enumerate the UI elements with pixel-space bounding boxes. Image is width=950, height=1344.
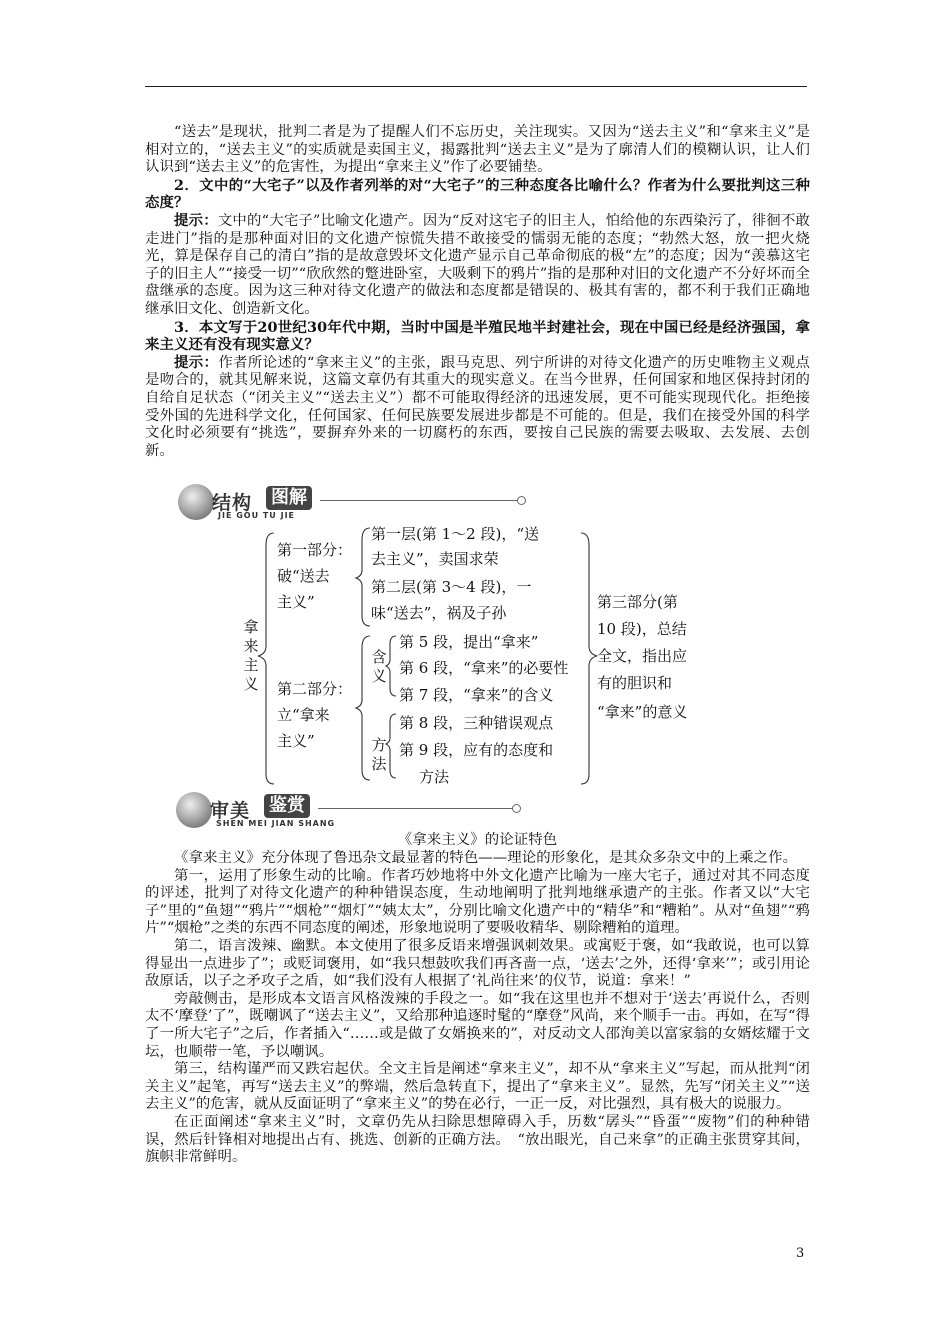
page-number: 3 [796, 1246, 805, 1261]
diagram-part2-line1: 第二部分： [277, 680, 353, 698]
paragraph: 旁敲侧击，是形成本文语言风格泼辣的手段之一。如“我在这里也并不想对于‘送去’再说什么，否则太不‘摩登’了”，既嘲讽了“送去主义”，又给那种追逐时髦的“摩登”风尚，来个顺手一击。再如，在写“得了一所大宅子”之后，作者插入“……或是做了女婿换来的”，对反动文人邵洵美以富家翁的女婿炫耀于文坛，也顺带一笔，予以嘲讽。 [145, 990, 810, 1060]
appreciation-body [145, 850, 810, 1167]
question-2: 2．文中的“大宅子”以及作者列举的对“大宅子”的三种态度各比喻什么？作者为什么要批判这三种态度？ [145, 176, 810, 212]
section-subtitle: 《拿来主义》的论证特色 [397, 832, 558, 848]
diagram-layer1-line1: 第一层(第 1～2 段)，“送 [371, 525, 539, 543]
diagram-part3-line1: 第三部分(第 [597, 593, 678, 611]
header-title-a: 审美 [210, 800, 251, 822]
diagram-seg7: 第 7 段，“拿来”的含义 [399, 686, 554, 704]
paragraph: 第二，语言泼辣、幽默。本文使用了很多反语来增强讽刺效果。或寓贬于褒，如“我敢说，也可以算得显出一点进步了”；或贬词褒用，如“我只想鼓吹我们再吝啬一点，‘送去’之外，还得‘拿来’”；或引用论敌原话，以子之矛攻子之盾，如“我们没有人根据了‘礼尚往来’的仪节，说道：拿来！” [145, 937, 810, 990]
diagram-part3-line5: “拿来”的意义 [597, 703, 688, 721]
paragraph: “送去”是现状，批判二者是为了提醒人们不忘历史，关注现实。又因为“送去主义”和“拿来主义”是相对立的，“送去主义”的实质就是卖国主义，揭露批判“送去主义”是为了廓清人们的模糊认识，让人们认识到“送去主义”的危害性，为提出“拿来主义”作了必要铺垫。 [145, 124, 810, 176]
diagram-part1-line2: 破“送去 [277, 567, 330, 585]
header-dot-icon [512, 804, 521, 813]
header-title-b: 图解 [266, 486, 312, 510]
diagram-part3-line4: 有的胆识和 [597, 674, 673, 692]
header-title-a: 结构 [212, 492, 253, 514]
diagram-layer2-line2: 味“送去”，祸及子孙 [371, 604, 507, 622]
paragraph: 第三，结构谨严而又跌宕起伏。全文主旨是阐述“拿来主义”，却不从“拿来主义”写起，而从批判“闭关主义”起笔，再写“送去主义”的弊端，然后急转直下，提出了“拿来主义”。显然，先写“闭关主义”“送去主义”的危害，就从反面证明了“拿来主义”的势在必行，一正一反，对比强烈，具有极大的说服力。 [145, 1061, 810, 1113]
hint-label: 提示： [174, 353, 219, 371]
diagram-part3-line3: 全文，指出应 [597, 647, 688, 665]
diagram-hanyi: 含义 [371, 648, 387, 685]
header-line [318, 808, 513, 809]
answer-text: 文中的“大宅子”比喻文化遗产。因为“反对这宅子的旧主人，怕给他的东西染污了，徘徊不敢走进门”指的是那种面对旧的文化遗产惊慌失措不敢接受的懦弱无能的态度；“勃然大怒，放一把火烧光，算是保存自己的清白”指的是故意毁坏文化遗产显示自己革命彻底的极“左”的态度；因为“羡慕这宅子的旧主人”“接受一切”“欣欣然的蹩进卧室，大吸剩下的鸦片”指的是那种对旧的文化遗产不分好坏而全盘继承的态度。因为这三种对待文化遗产的做法和态度都是错误的、极其有害的，都不利于我们正确地继承旧文化、创造新文化。 [145, 212, 810, 317]
diagram-layer1-line2: 去主义”，卖国求荣 [371, 550, 499, 568]
header-pinyin: JIE GOU TU JIE [218, 511, 296, 520]
diagram-part2-line3: 主义” [277, 732, 315, 750]
diagram-seg9-line2: 方法 [419, 768, 450, 786]
header-title-b: 鉴赏 [264, 794, 310, 818]
diagram-part3-line2: 10 段)，总结 [597, 620, 687, 638]
diagram-seg5: 第 5 段，提出“拿来” [399, 633, 539, 651]
answer-text: 作者所论述的“拿来主义”的主张，跟马克思、列宁所讲的对待文化遗产的历史唯物主义观点是吻合的，就其见解来说，这篇文章仍有其重大的现实意义。在当今世界，任何国家和地区保持封闭的自给自足状态（“闭关主义”“送去主义”）都不可能取得经济的迅速发展，更不可能实现现代化。拒绝接受外国的先进科学文化，任何国家、任何民族要发展进步都是不可能的。但是，我们在接受外国的科学文化时必须要有“挑选”，要摒弃外来的一切腐朽的东西，要按自己民族的需要去吸取、去发展、去创新。 [145, 354, 810, 459]
header-badge-icon [176, 792, 212, 828]
header-pinyin: SHEN MEI JIAN SHANG [216, 819, 336, 828]
paragraph: 在正面阐述“拿来主义”时，文章仍先从扫除思想障碍入手，历数“孱头”“昏蛋”“废物”们的种种错误，然后针锋相对地提出占有、挑选、创新的正确方法。 “放出眼光，自己来拿”的正确主张贯穿其间，旗帜非常鲜明。 [145, 1113, 810, 1166]
diagram-seg8: 第 8 段，三种错误观点 [399, 714, 554, 732]
diagram-part2-line2: 立“拿来 [277, 706, 330, 724]
diagram-part1-line1: 第一部分： [277, 541, 353, 559]
diagram-seg9-line1: 第 9 段，应有的态度和 [399, 741, 554, 759]
paragraph: 第一，运用了形象生动的比喻。作者巧妙地将中外文化遗产比喻为一座大宅子，通过对其不同态度的评述，批判了对待文化遗产的种种错误态度，生动地阐明了批判地继承遗产的主张。作者又以“大宅子”里的“鱼翅”“鸦片”“烟枪”“烟灯”“姨太太”，分别比喻文化遗产中的“精华”和“糟粕”。从对“鱼翅”“鸦片”“烟枪”之类的东西不同态度的阐述，形象地说明了要吸收精华、剔除糟粕的道理。 [145, 867, 810, 937]
diagram-seg6: 第 6 段，“拿来”的必要性 [399, 659, 569, 677]
question-3: 3．本文写于20世纪30年代中期，当时中国是半殖民地半封建社会，现在中国已经是经济强国，拿来主义还有没有现实意义？ [145, 318, 810, 354]
diagram-part1-line3: 主义” [277, 593, 315, 611]
diagram-layer2-line1: 第二层(第 3～4 段)，一 [371, 578, 532, 596]
diagram-root: 拿来主义 [243, 618, 259, 693]
hint-label: 提示： [174, 211, 218, 229]
section-header-appreciation [176, 792, 531, 834]
diagram-fangfa: 方法 [371, 736, 387, 773]
paragraph: 《拿来主义》充分体现了鲁迅杂文最显著的特色——理论的形象化，是其众多杂文中的上乘之作。 [174, 850, 798, 866]
